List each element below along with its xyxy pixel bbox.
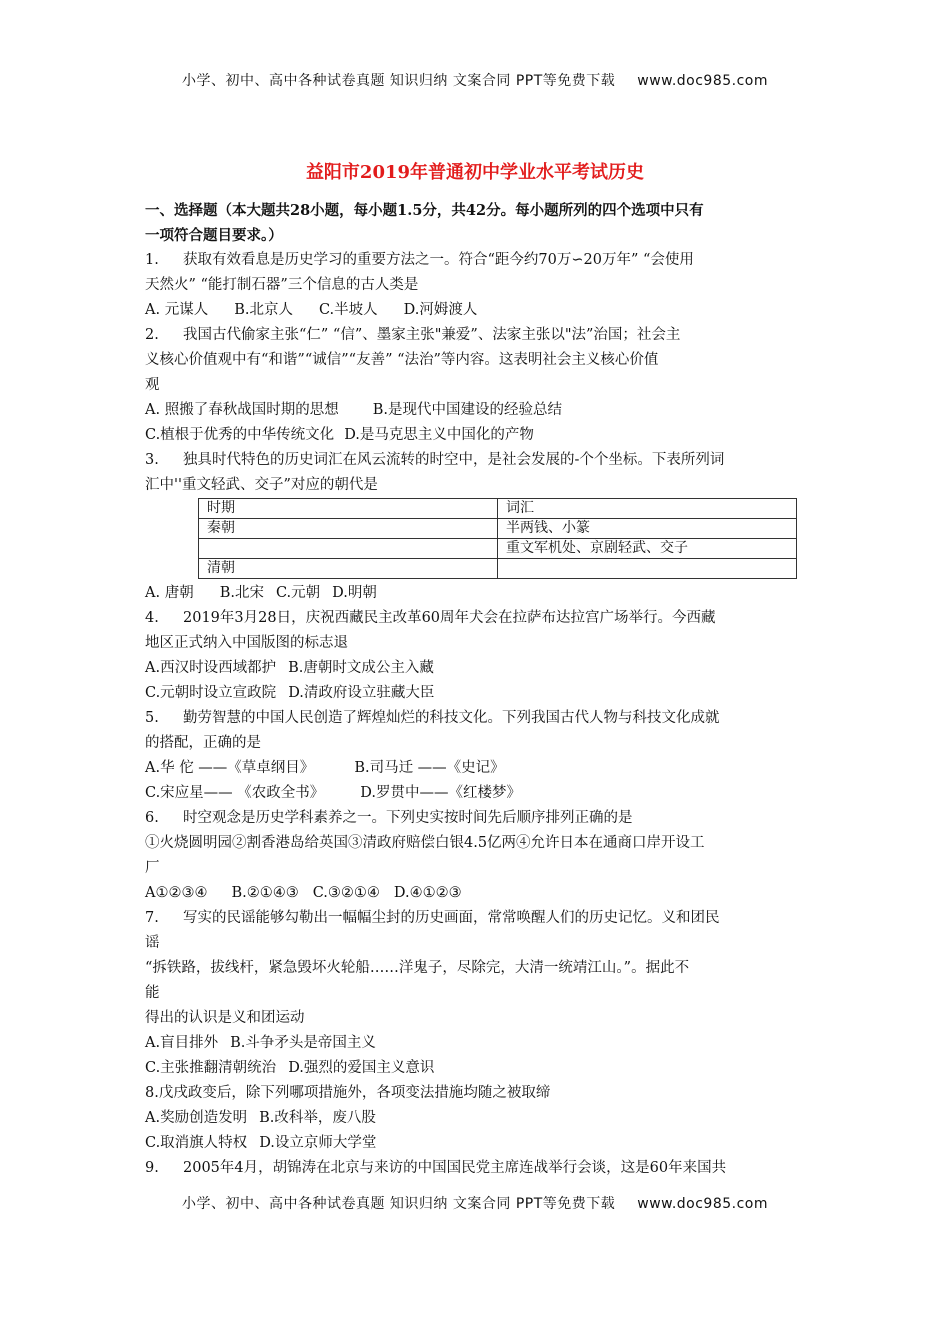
question-number: 1. <box>145 252 159 268</box>
question-text: 天然火” “能打制石器”三个信息的古人类是 <box>145 277 419 293</box>
table-header-cell: 词汇 <box>498 499 797 519</box>
exam-content <box>145 198 810 1181</box>
header-text: 小学、初中、高中各种试卷真题 知识归纳 文案合同 PPT等免费下载 <box>181 73 616 89</box>
question-5-options-row1 <box>145 756 810 781</box>
question-text: 获取有效看息是历史学习的重要方法之一。符合“距今约70万∽20万年” “会使用 <box>183 252 694 268</box>
question-number: 7. <box>145 910 159 926</box>
option-d: D.明朝 <box>332 585 377 601</box>
footer-text: 小学、初中、高中各种试卷真题 知识归纳 文案合同 PPT等免费下载 <box>181 1196 616 1212</box>
option-b: B.斗争矛头是帝国主义 <box>230 1035 376 1051</box>
question-2 <box>145 323 810 348</box>
option-a: A.盲目排外 <box>145 1035 219 1051</box>
question-text: 2019年3月28日，庆祝西藏民主改革60周年犬会在拉萨布达拉宫广场举行。今西藏 <box>183 610 716 626</box>
question-number: 6. <box>145 810 159 826</box>
option-d: D.④①②③ <box>393 885 462 901</box>
question-8-options-row2 <box>145 1131 810 1156</box>
option-c: C.半坡人 <box>318 302 378 318</box>
question-7-options-row1 <box>145 1031 810 1056</box>
option-a: A①②③④ <box>145 885 208 901</box>
question-1-options <box>145 298 810 323</box>
header-site-link[interactable]: www.doc985.com <box>637 73 769 89</box>
question-number: 2. <box>145 327 159 343</box>
question-text: 观 <box>145 377 160 393</box>
question-8-options-row1 <box>145 1106 810 1131</box>
option-a: A. 元谋人 <box>145 302 209 318</box>
option-d: D.设立京师大学堂 <box>259 1135 377 1151</box>
page-header <box>0 70 950 90</box>
option-b: B.改科举，废八股 <box>259 1110 376 1126</box>
option-b: B.北京人 <box>234 302 293 318</box>
option-a: A. 照搬了春秋战国时期的思想 <box>145 402 339 418</box>
option-a: A.奖励创造发明 <box>145 1110 248 1126</box>
table-header-cell: 时期 <box>199 499 498 519</box>
question-text: 地区正式纳入中国版图的标志退 <box>145 635 348 651</box>
question-7 <box>145 906 810 931</box>
question-6-options <box>145 881 810 906</box>
question-3-options <box>145 581 810 606</box>
option-c: C.取消旗人特权 <box>145 1135 248 1151</box>
question-text: 我国古代偷家主张“仁” “信”、墨家主张"兼爱”、法家主张以"法”治国；社会主 <box>183 327 681 343</box>
question-text: 的搭配，正确的是 <box>145 735 261 751</box>
question-text: 能 <box>145 985 160 1001</box>
question-text: 勤劳智慧的中国人民创造了辉煌灿烂的科技文化。下列我国古代人物与科技文化成就 <box>183 710 720 726</box>
question-5 <box>145 706 810 731</box>
option-a: A.华 佗 ——《草卓纲目》 <box>145 760 315 776</box>
option-b: B.唐朝时文成公主入藏 <box>288 660 434 676</box>
question-3 <box>145 448 810 473</box>
option-c: C.③②①④ <box>312 885 380 901</box>
question-text: 写实的民谣能够勾勒出一幅幅尘封的历史画面，常常唤醒人们的历史记忆。义和团民 <box>183 910 720 926</box>
question-text: 厂 <box>145 860 160 876</box>
option-d: D.清政府设立驻藏大臣 <box>288 685 435 701</box>
table-cell: 重文军机处、京剧轻武、交子 <box>498 539 797 559</box>
question-7-options-row2 <box>145 1056 810 1081</box>
option-c: C.元朝 <box>275 585 321 601</box>
table-cell: 秦朝 <box>199 519 498 539</box>
question-number: 4. <box>145 610 159 626</box>
question-4 <box>145 606 810 631</box>
table-row <box>199 559 797 579</box>
option-d: D.强烈的爱国主义意识 <box>288 1060 435 1076</box>
option-b: B.北宋 <box>219 585 264 601</box>
section-heading-cont: 一项符合题目要求。） <box>145 227 283 244</box>
question-8: 8.戊戌政变后，除下列哪项措施外，各项变法措施均随之被取缔 <box>145 1085 551 1101</box>
option-a: A.西汉时设西域都护 <box>145 660 277 676</box>
option-a: A. 唐朝 <box>145 585 194 601</box>
option-c: C.宋应星—— 《农政全书》 <box>145 785 325 801</box>
question-1 <box>145 248 810 273</box>
question-number: 5. <box>145 710 159 726</box>
question-text: 2005年4月，胡锦涛在北京与来访的中国国民党主席连战举行会谈，这是60年来国共 <box>183 1160 727 1176</box>
table-cell <box>199 539 498 559</box>
option-b: B.②①④③ <box>231 885 299 901</box>
table-cell: 半两钱、小篆 <box>498 519 797 539</box>
question-5-options-row2 <box>145 781 810 806</box>
question-text: “拆铁路，拔线杆，紧急毁坏火轮船……洋鬼子，尽除完，大清一统靖江山。”。据此不 <box>145 960 690 976</box>
option-c: C.主张推翻清朝统治 <box>145 1060 277 1076</box>
question-2-options-row1 <box>145 398 810 423</box>
document-title: 益阳市2019年普通初中学业水平考试历史 <box>305 162 645 183</box>
option-b: B.司马迁 ——《史记》 <box>354 760 505 776</box>
era-vocabulary-table <box>198 498 797 579</box>
question-4-options-row1 <box>145 656 810 681</box>
question-6 <box>145 806 810 831</box>
section-heading: 一、选择题（本大题共28小题，每小题1.5分，共42分。每小题所列的四个选项中只有 <box>145 202 704 219</box>
question-number: 9. <box>145 1160 159 1176</box>
question-text: 义核心价值观中有“和谐”“诚信”“友善” “法治”等内容。这表明社会主义核心价值 <box>145 352 659 368</box>
question-text: 谣 <box>145 935 160 951</box>
table-cell <box>498 559 797 579</box>
footer-site-link[interactable]: www.doc985.com <box>637 1196 769 1212</box>
question-4-options-row2 <box>145 681 810 706</box>
question-text: 得出的认识是义和团运动 <box>145 1010 305 1026</box>
option-c: C.元朝时设立宣政院 <box>145 685 277 701</box>
option-b: B.是现代中国建设的经验总结 <box>372 402 562 418</box>
question-text: 独具时代特色的历史词汇在风云流转的时空中，是社会发展的-个个坐标。下表所列词 <box>183 452 725 468</box>
option-d: D.罗贯中——《红楼梦》 <box>360 785 522 801</box>
question-2-options-row2 <box>145 423 810 448</box>
table-cell: 清朝 <box>199 559 498 579</box>
question-number: 3. <box>145 452 159 468</box>
page-footer <box>0 1193 950 1213</box>
option-d: D.是马克思主义中国化的产物 <box>344 427 534 443</box>
question-text: ①火烧圆明园②割香港岛给英国③清政府赔偿白银4.5亿两④允许日本在通商口岸开设工 <box>145 835 705 851</box>
table-header-row <box>199 499 797 519</box>
question-text: 汇中''重文轻武、交子”对应的朝代是 <box>145 477 378 493</box>
option-c: C.植根于优秀的中华传统文化 <box>145 427 335 443</box>
option-d: D.河姆渡人 <box>403 302 478 318</box>
table-row <box>199 539 797 559</box>
table-row <box>199 519 797 539</box>
question-text: 时空观念是历史学科素养之一。下列史实按时间先后顺序排列正确的是 <box>183 810 633 826</box>
question-9 <box>145 1156 810 1181</box>
